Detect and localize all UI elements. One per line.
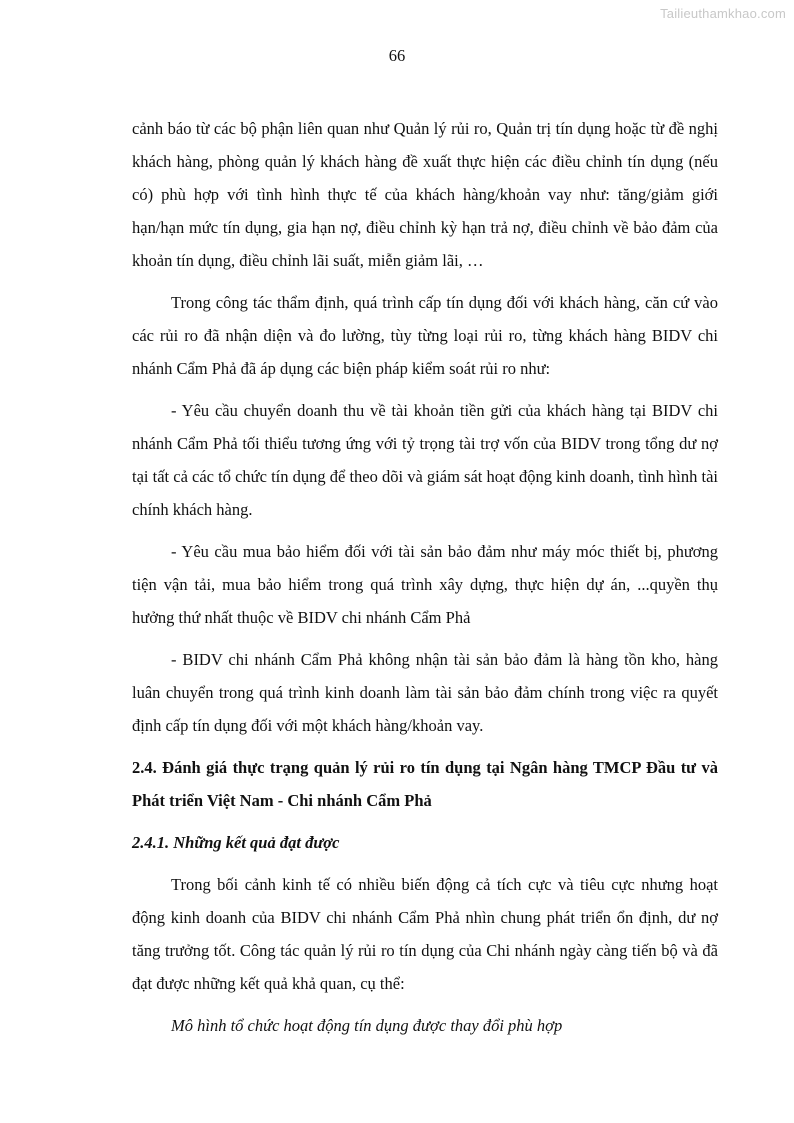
subsection-heading: 2.4.1. Những kết quả đạt được: [132, 833, 340, 852]
paragraph-continuation: cảnh báo từ các bộ phận liên quan như Quản lý rủi ro, Quản trị tín dụng hoặc từ đề nghị khách hàng, phòng quản lý khách hàng đề xuất thực hiện các điều chỉnh tín dụng (nếu có) phù hợp với tình hình thực tế của khách hàng/khoản vay như: tăng/giảm giới hạn/hạn mức tín dụng, gia hạn nợ, điều chỉnh kỳ hạn trả nợ, điều chỉnh về bảo đảm của khoản tín dụng, điều chỉnh lãi suất, miễn giảm lãi, …: [132, 119, 718, 270]
section-heading: 2.4. Đánh giá thực trạng quản lý rủi ro tín dụng tại Ngân hàng TMCP Đầu tư và Phát triển Việt Nam - Chi nhánh Cẩm Phả: [132, 758, 718, 810]
paragraph-appraisal: Trong công tác thẩm định, quá trình cấp tín dụng đối với khách hàng, căn cứ vào các rủi ro đã nhận diện và đo lường, tùy từng loại rủi ro, từng khách hàng BIDV chi nhánh Cẩm Phả đã áp dụng các biện pháp kiểm soát rủi ro như:: [132, 293, 718, 378]
list-item-insurance: - Yêu cầu mua bảo hiểm đối với tài sản bảo đảm như máy móc thiết bị, phương tiện vận tải, mua bảo hiểm trong quá trình xây dựng, thực hiện dự án, ...quyền thụ hưởng thứ nhất thuộc về BIDV chi nhánh Cẩm Phả: [132, 542, 718, 627]
paragraph-results: Trong bối cảnh kinh tế có nhiều biến động cả tích cực và tiêu cực nhưng hoạt động kinh doanh của BIDV chi nhánh Cẩm Phả nhìn chung phát triển ổn định, dư nợ tăng trưởng tốt. Công tác quản lý rủi ro tín dụng của Chi nhánh ngày càng tiến bộ và đã đạt được những kết quả khả quan, cụ thể:: [132, 875, 718, 993]
watermark: Tailieuthamkhao.com: [660, 6, 786, 21]
list-item-collateral: - BIDV chi nhánh Cẩm Phả không nhận tài sản bảo đảm là hàng tồn kho, hàng luân chuyển trong quá trình kinh doanh làm tài sản bảo đảm chính trong việc ra quyết định cấp tín dụng đối với một khách hàng/khoản vay.: [132, 650, 718, 735]
list-item-revenue-transfer: - Yêu cầu chuyển doanh thu về tài khoản tiền gửi của khách hàng tại BIDV chi nhánh Cẩm Phả tối thiểu tương ứng với tỷ trọng tài trợ vốn của BIDV trong tổng dư nợ tại tất cả các tổ chức tín dụng để theo dõi và giám sát hoạt động kinh doanh, tình hình tài chính khách hàng.: [132, 401, 718, 519]
page-body: [132, 112, 718, 1042]
page-number: 66: [388, 46, 406, 65]
italic-subtopic: Mô hình tổ chức hoạt động tín dụng được thay đổi phù hợp: [171, 1016, 563, 1035]
